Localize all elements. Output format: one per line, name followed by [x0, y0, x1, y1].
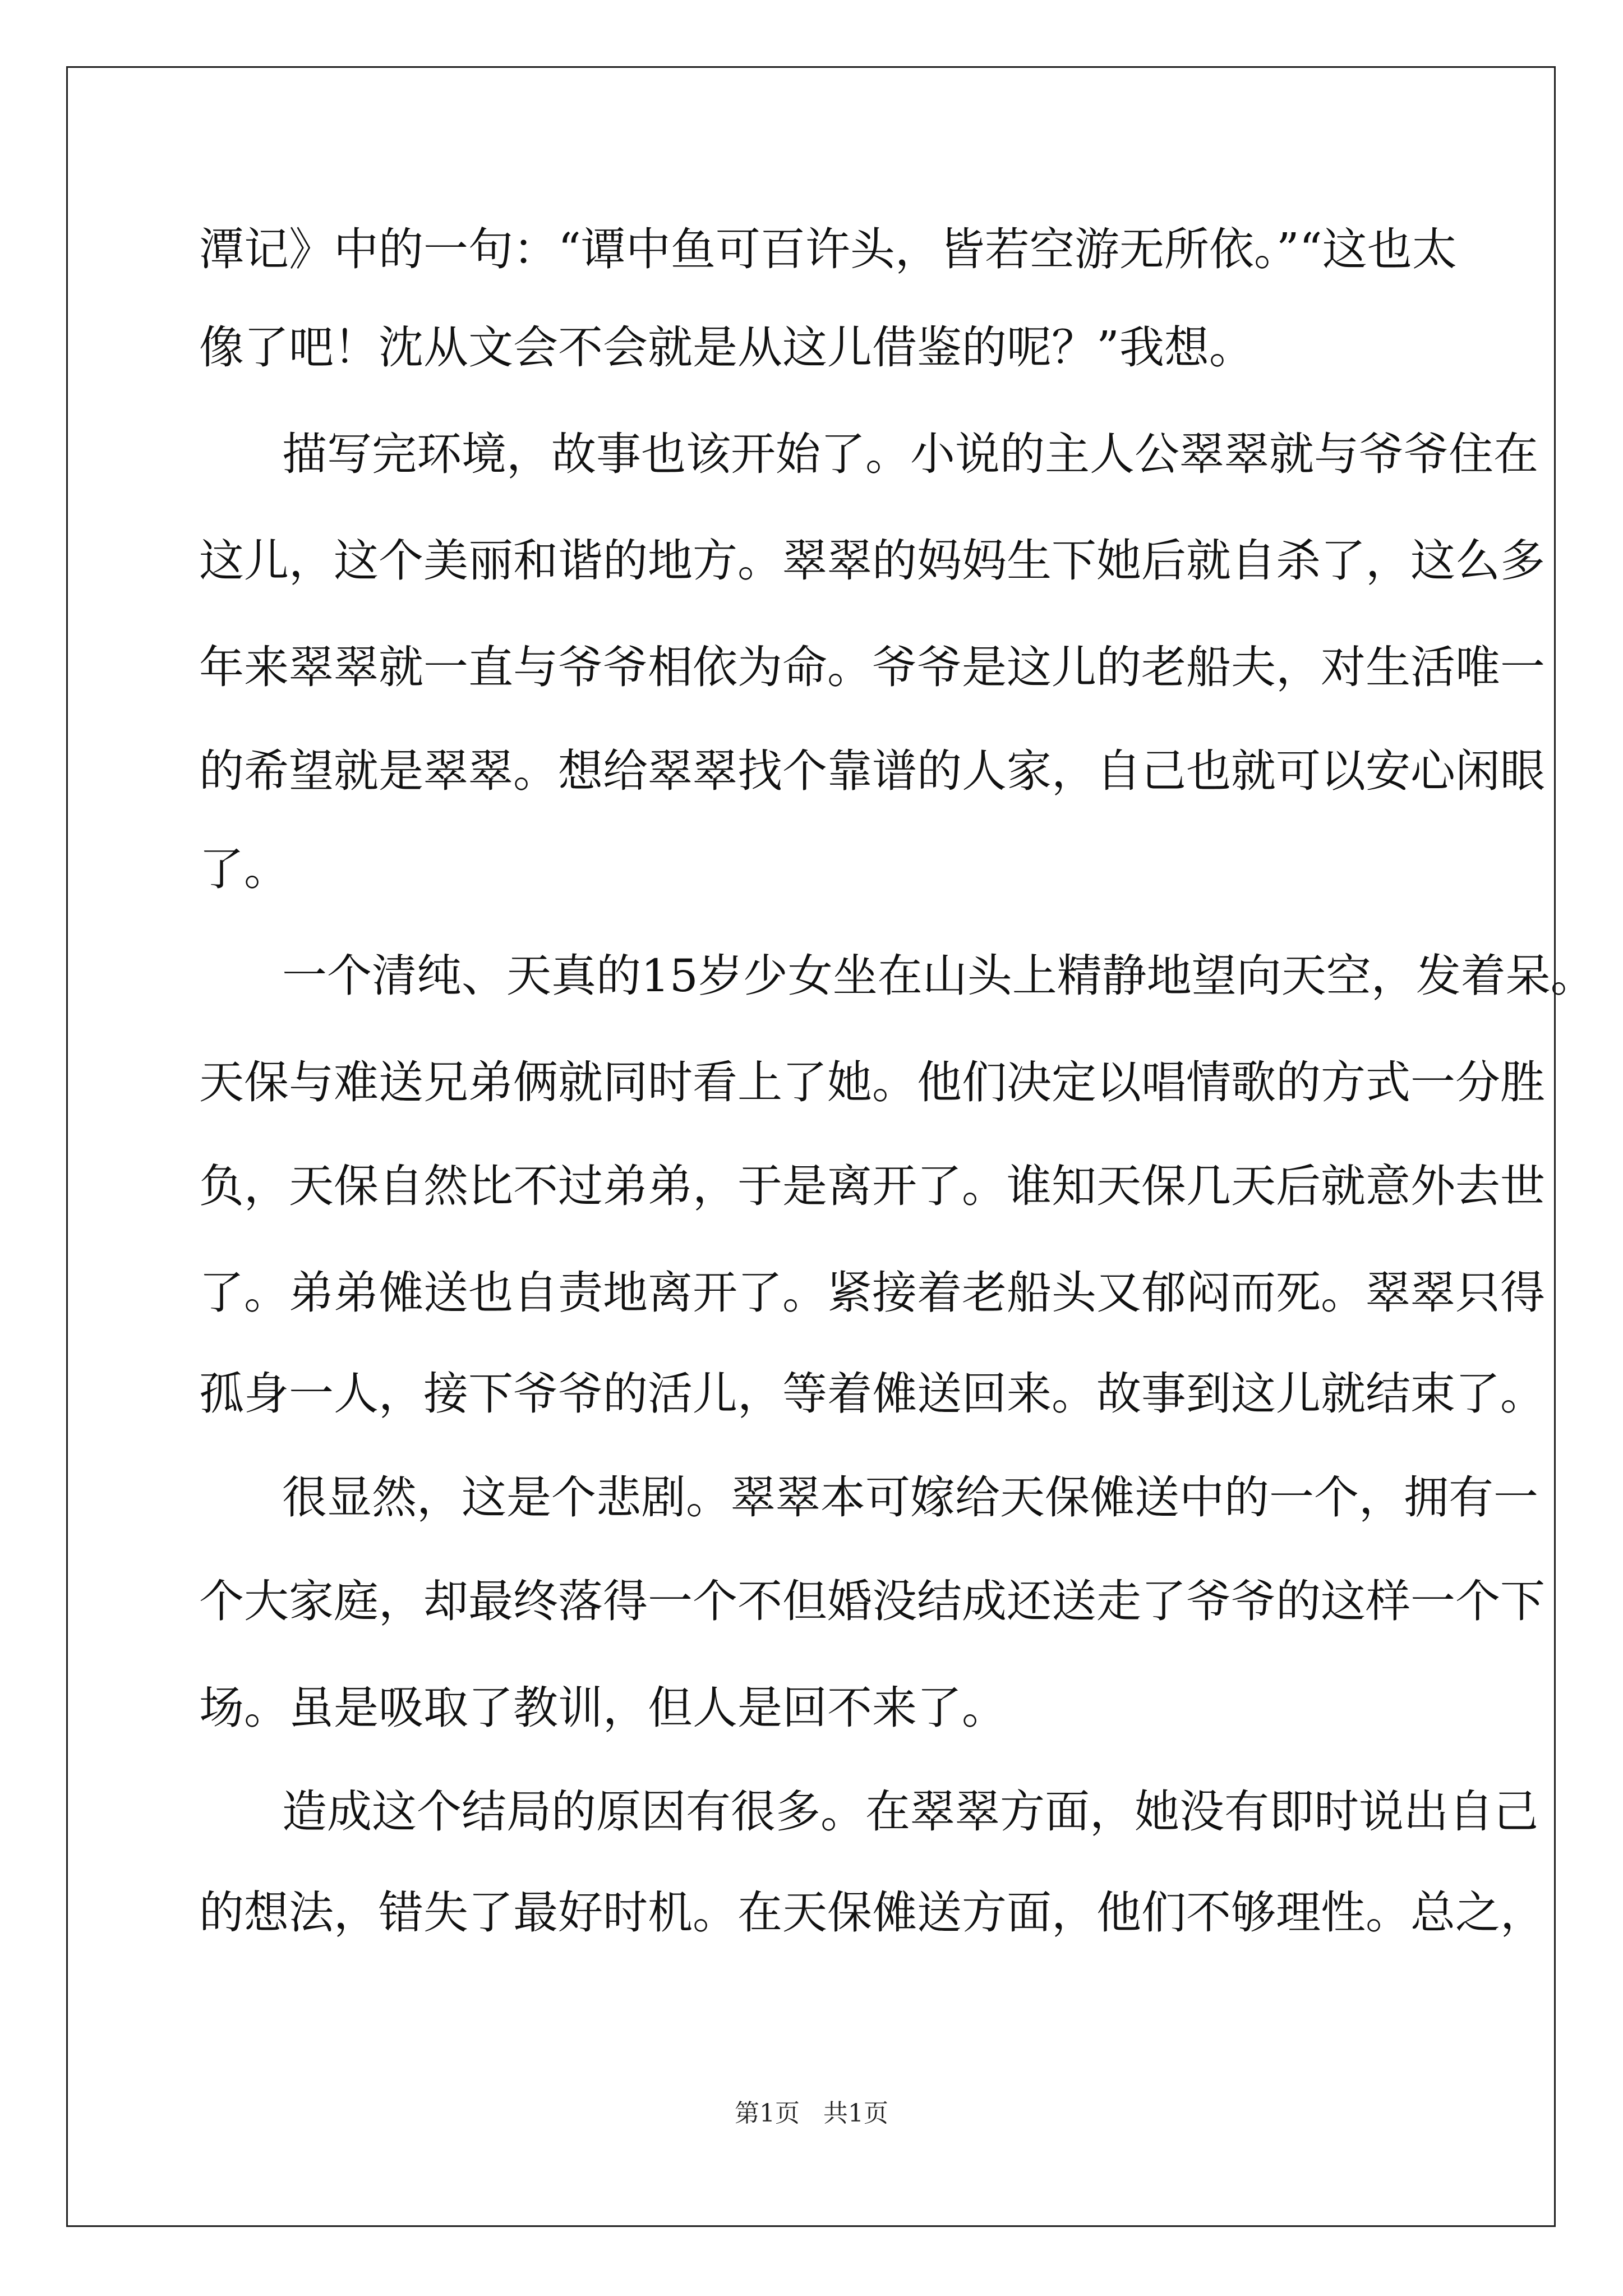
text-line: 这儿，这个美丽和谐的地方。翠翠的妈妈生下她后就自杀了，这么多: [199, 535, 1545, 587]
text-line: 像了吧！沈从文会不会就是从这儿借鉴的呢？”我想。: [199, 321, 1254, 374]
text-line: 孤身一人，接下爷爷的活儿，等着傩送回来。故事到这儿就结束了。: [199, 1368, 1545, 1420]
text-line: 天保与难送兄弟俩就同时看上了她。他们决定以唱情歌的方式一分胜: [199, 1056, 1545, 1108]
text-line: 了。: [199, 843, 289, 895]
text-line: 负，天保自然比不过弟弟，于是离开了。谁知天保几天后就意外去世: [199, 1160, 1545, 1212]
page-number-footer: 第1页 共1页: [735, 2099, 888, 2128]
text-line: 场。虽是吸取了教训，但人是回不来了。: [199, 1682, 1007, 1734]
text-line: 一个清纯、天真的15岁少女坐在山头上精静地望向天空，发着呆。: [282, 950, 1596, 1002]
text-line: 年来翠翠就一直与爷爷相依为命。爷爷是这儿的老船夫，对生活唯一: [199, 641, 1545, 693]
text-line: 潭记》中的一句：“谭中鱼可百许头，皆若空游无所依。”“这也太: [199, 223, 1457, 275]
text-line: 了。弟弟傩送也自责地离开了。紧接着老船头又郁闷而死。翠翠只得: [199, 1267, 1545, 1319]
text-line: 很显然，这是个悲剧。翠翠本可嫁给天保傩送中的一个，拥有一: [282, 1471, 1538, 1524]
text-line: 的希望就是翠翠。想给翠翠找个靠谱的人家，自己也就可以安心闲眼: [199, 745, 1545, 797]
text-line: 的想法，错失了最好时机。在天保傩送方面，他们不够理性。总之，: [199, 1887, 1545, 1939]
text-line: 个大家庭，却最终落得一个不但婚没结成还送走了爷爷的这样一个下: [199, 1575, 1545, 1627]
text-line: 描写完环境，故事也该开始了。小说的主人公翠翠就与爷爷住在: [282, 428, 1538, 480]
text-line: 造成这个结局的原因有很多。在翠翠方面，她没有即时说出自己: [282, 1786, 1538, 1838]
